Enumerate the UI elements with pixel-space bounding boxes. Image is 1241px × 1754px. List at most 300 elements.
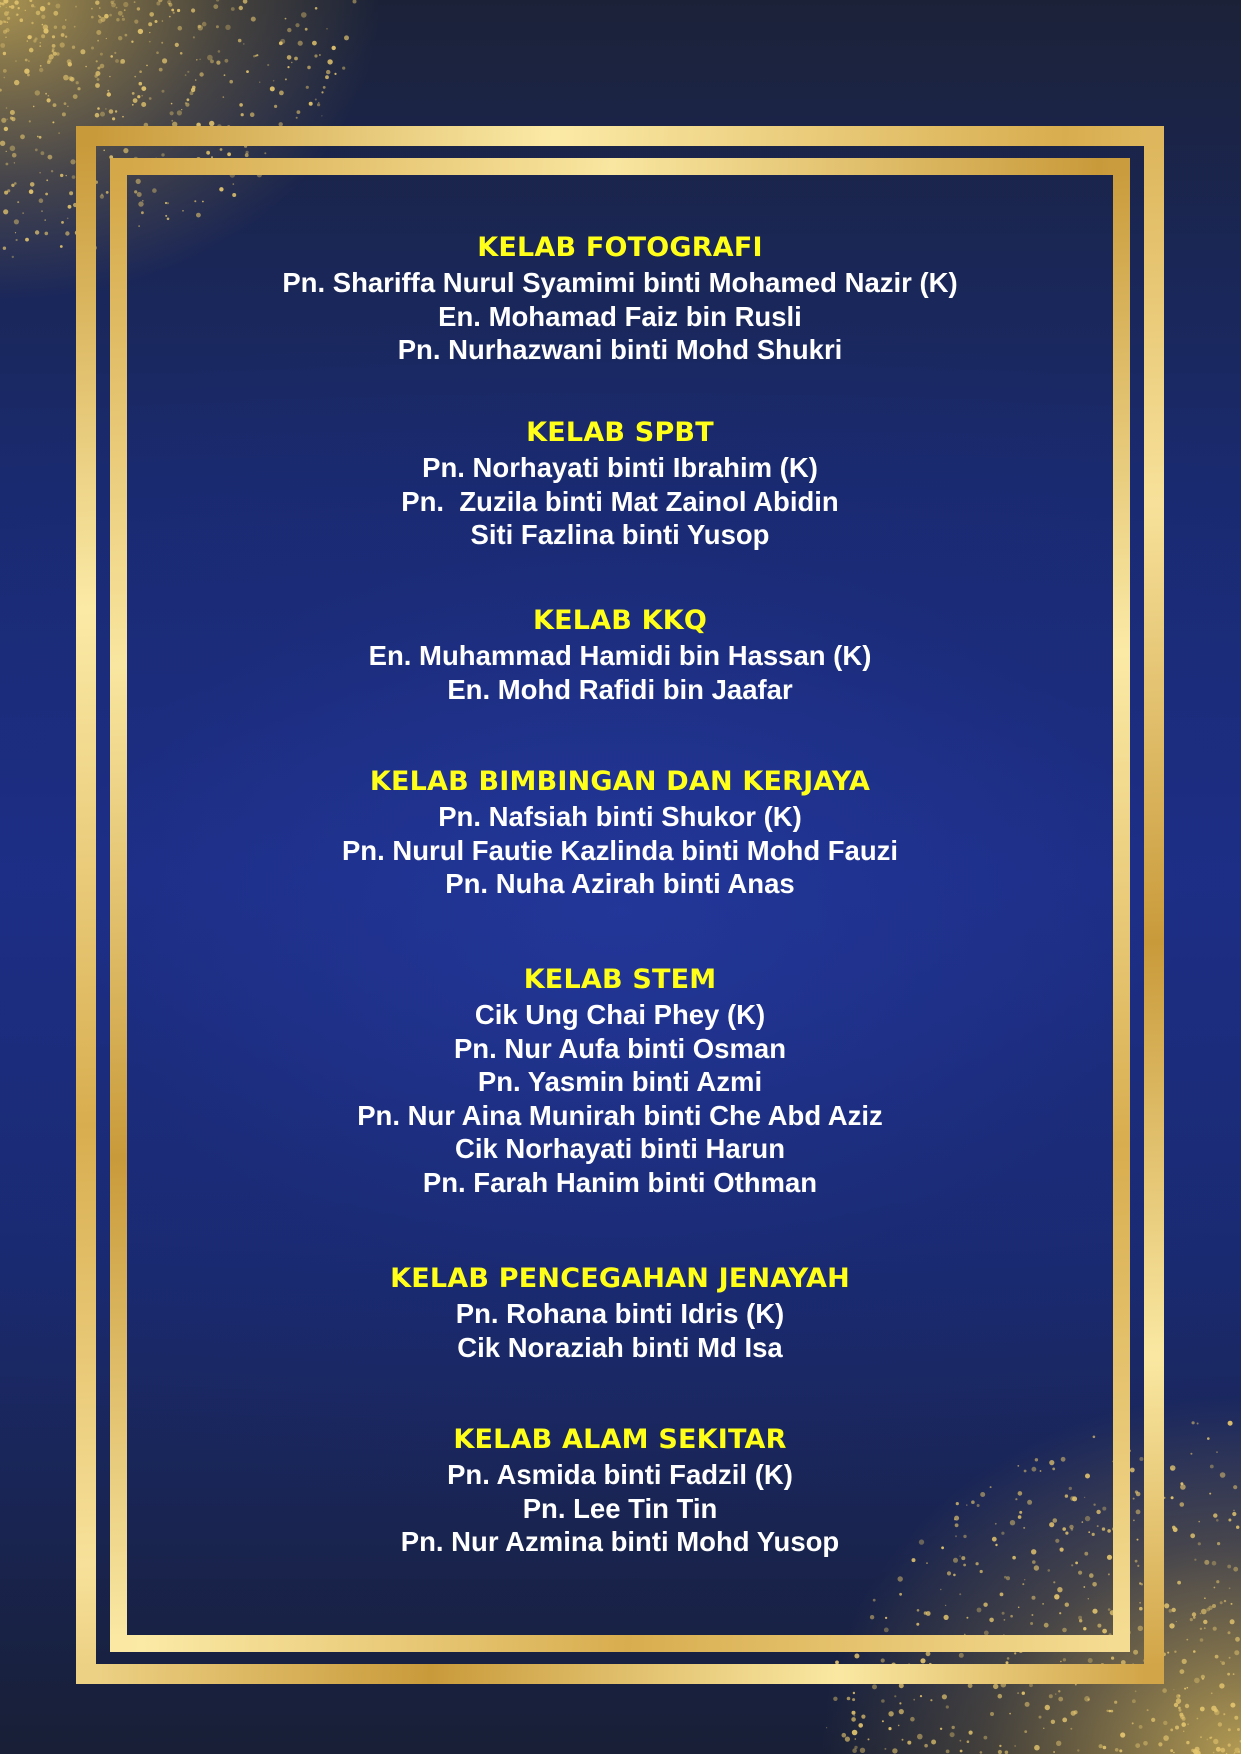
gold-speck <box>1186 1741 1189 1744</box>
gold-speck <box>1228 1728 1231 1731</box>
gold-speck <box>1215 1655 1219 1659</box>
gold-speck <box>1200 1638 1204 1642</box>
gold-speck <box>41 15 45 19</box>
gold-speck <box>97 40 99 42</box>
gold-speck <box>1198 1542 1201 1545</box>
gold-speck <box>29 120 31 122</box>
gold-speck <box>20 134 25 139</box>
gold-speck <box>1213 1513 1217 1517</box>
gold-speck <box>1233 1567 1238 1572</box>
gold-speck <box>1229 1587 1231 1589</box>
gold-speck <box>69 76 74 81</box>
gold-speck <box>107 92 111 96</box>
gold-speck <box>56 4 61 9</box>
gold-speck <box>159 68 163 72</box>
gold-speck <box>899 1702 901 1704</box>
gold-speck <box>1207 1437 1210 1440</box>
gold-speck <box>1214 1708 1218 1712</box>
gold-speck <box>898 1725 900 1727</box>
gold-speck <box>1224 1714 1225 1715</box>
gold-speck <box>116 7 118 9</box>
gold-speck <box>255 55 257 57</box>
gold-speck <box>1173 1752 1175 1754</box>
gold-speck <box>910 1717 915 1722</box>
gold-speck <box>106 38 107 39</box>
gold-speck <box>54 26 57 29</box>
gold-speck <box>855 1738 857 1740</box>
gold-speck <box>1058 1690 1060 1692</box>
gold-speck <box>116 18 119 21</box>
member-name: Pn. Nur Aina Munirah binti Che Abd Aziz <box>357 1099 883 1131</box>
gold-speck <box>858 1723 863 1728</box>
gold-speck <box>285 78 287 80</box>
gold-speck <box>101 17 106 22</box>
gold-speck <box>931 1740 936 1745</box>
gold-speck <box>1039 1716 1042 1719</box>
gold-speck <box>1200 1707 1205 1712</box>
gold-speck <box>30 182 35 187</box>
gold-speck <box>285 18 287 20</box>
gold-speck <box>1135 1743 1140 1748</box>
gold-speck <box>52 35 55 38</box>
gold-speck <box>1172 1608 1176 1612</box>
gold-speck <box>1194 1678 1200 1684</box>
gold-speck <box>53 11 58 16</box>
gold-speck <box>274 105 277 108</box>
gold-speck <box>1190 1618 1193 1621</box>
gold-speck <box>1207 1739 1209 1741</box>
club-section-stem <box>127 963 1113 1199</box>
gold-speck <box>1204 1560 1209 1565</box>
gold-speck <box>110 55 113 58</box>
gold-speck <box>892 1748 897 1753</box>
gold-speck <box>1228 1631 1231 1634</box>
gold-speck <box>17 14 19 16</box>
gold-speck <box>1147 1709 1149 1711</box>
gold-speck <box>118 11 123 16</box>
gold-speck <box>1235 1748 1240 1753</box>
gold-speck <box>162 20 164 22</box>
gold-speck <box>67 106 68 107</box>
gold-speck <box>218 50 221 53</box>
gold-speck <box>1180 1484 1186 1490</box>
member-name: Pn. Nurhazwani binti Mohd Shukri <box>397 334 843 365</box>
gold-speck <box>1231 1603 1233 1605</box>
gold-speck <box>993 1684 998 1689</box>
gold-speck <box>273 80 275 82</box>
gold-speck <box>225 59 229 63</box>
gold-speck <box>344 35 349 40</box>
gold-speck <box>77 87 80 90</box>
gold-speck <box>180 52 183 55</box>
gold-speck <box>111 1 114 4</box>
gold-speck <box>969 1731 973 1735</box>
gold-speck <box>872 1684 877 1689</box>
gold-speck <box>1221 1661 1225 1665</box>
gold-speck <box>114 52 116 54</box>
gold-speck <box>1201 1675 1205 1679</box>
gold-speck <box>1115 1748 1119 1752</box>
gold-speck <box>66 175 67 176</box>
gold-speck <box>47 98 51 102</box>
gold-speck <box>10 110 15 115</box>
gold-speck <box>7 119 8 120</box>
gold-speck <box>20 18 24 22</box>
gold-speck <box>1216 1519 1219 1522</box>
gold-speck <box>1177 1581 1181 1585</box>
gold-speck <box>1179 1709 1182 1712</box>
gold-speck <box>99 7 101 9</box>
gold-speck <box>1237 1728 1240 1731</box>
gold-speck <box>11 184 14 187</box>
gold-speck <box>1043 1728 1044 1729</box>
gold-speck <box>60 245 63 248</box>
gold-speck <box>100 64 105 69</box>
member-name: Pn. Nuha Azirah binti Anas <box>445 868 795 899</box>
gold-speck <box>65 231 69 235</box>
gold-speck <box>298 41 303 46</box>
gold-speck <box>1158 1742 1162 1746</box>
gold-speck <box>946 1705 949 1708</box>
gold-speck <box>942 1694 947 1699</box>
gold-speck <box>29 48 34 53</box>
gold-speck <box>85 66 87 68</box>
gold-speck <box>1135 1690 1137 1692</box>
gold-speck <box>1103 1746 1107 1750</box>
member-name: Cik Noraziah binti Md Isa <box>457 1331 783 1363</box>
gold-speck <box>1180 1502 1185 1507</box>
gold-speck <box>112 117 115 120</box>
gold-speck <box>12 256 14 258</box>
gold-speck <box>0 141 5 146</box>
gold-speck <box>122 18 125 21</box>
gold-speck <box>930 1699 932 1701</box>
gold-speck <box>225 25 230 30</box>
gold-speck <box>1234 1752 1235 1753</box>
gold-speck <box>246 70 249 73</box>
gold-speck <box>1182 1659 1187 1664</box>
gold-speck <box>124 9 126 11</box>
gold-speck <box>1228 1519 1231 1522</box>
gold-speck <box>860 1748 865 1753</box>
gold-speck <box>139 82 143 86</box>
gold-speck <box>1173 1689 1174 1690</box>
gold-speck <box>207 55 213 61</box>
gold-speck <box>243 43 245 45</box>
gold-speck <box>72 175 76 179</box>
gold-speck <box>326 28 328 30</box>
gold-speck <box>1210 1737 1212 1739</box>
gold-speck <box>48 2 51 5</box>
gold-speck <box>319 54 321 56</box>
member-name: Pn. Nur Aufa binti Osman <box>453 1032 787 1064</box>
gold-speck <box>60 174 63 177</box>
gold-speck <box>178 26 183 31</box>
gold-speck <box>67 218 69 220</box>
gold-speck <box>68 205 72 209</box>
gold-speck <box>1109 1710 1112 1713</box>
gold-speck <box>325 75 329 79</box>
gold-speck <box>1217 1542 1220 1545</box>
gold-speck <box>847 1697 851 1701</box>
gold-speck <box>317 103 320 106</box>
gold-speck <box>40 65 42 67</box>
gold-speck <box>14 162 15 163</box>
gold-speck <box>917 1734 923 1740</box>
gold-speck <box>95 83 100 88</box>
gold-speck <box>894 1695 896 1697</box>
club-section-pencegahan-jenayah <box>127 1262 1113 1364</box>
gold-speck <box>109 109 114 114</box>
gold-speck <box>913 1699 915 1701</box>
gold-speck <box>39 68 43 72</box>
club-title: KELAB STEM <box>523 964 717 995</box>
gold-speck <box>91 16 94 19</box>
gold-speck <box>238 39 242 43</box>
gold-speck <box>193 36 195 38</box>
gold-speck <box>107 90 109 92</box>
gold-speck <box>1174 1651 1176 1653</box>
gold-speck <box>1219 1683 1224 1688</box>
gold-speck <box>1211 1692 1213 1694</box>
gold-speck <box>1062 1718 1067 1723</box>
gold-speck <box>115 110 117 112</box>
club-section-bimbingan-dan-kerjaya <box>127 765 1113 901</box>
member-name: Pn. Rohana binti Idris (K) <box>455 1298 785 1329</box>
gold-speck <box>7 17 10 20</box>
gold-speck <box>1213 1739 1218 1744</box>
member-name: Cik Norhayati binti Harun <box>454 1133 786 1164</box>
gold-speck <box>41 210 43 212</box>
gold-speck <box>279 91 284 96</box>
club-section-spbt <box>127 416 1113 552</box>
member-name: En. Muhammad Hamidi bin Hassan (K) <box>368 640 872 671</box>
gold-speck <box>149 32 150 33</box>
gold-speck <box>1163 1721 1167 1725</box>
gold-speck <box>16 239 18 241</box>
gold-speck <box>1162 1688 1167 1693</box>
gold-speck <box>33 39 36 42</box>
gold-speck <box>48 95 50 97</box>
gold-speck <box>1197 1423 1199 1425</box>
gold-speck <box>1198 1521 1200 1523</box>
gold-speck <box>826 1727 827 1728</box>
gold-speck <box>1220 1661 1222 1663</box>
gold-speck <box>326 70 330 74</box>
gold-speck <box>42 24 44 26</box>
gold-speck <box>306 86 309 89</box>
gold-speck <box>231 7 235 11</box>
club-title: KELAB KKQ <box>532 605 708 636</box>
gold-speck <box>141 86 146 91</box>
gold-speck <box>1220 1748 1225 1753</box>
gold-speck <box>902 1739 904 1741</box>
gold-speck <box>1163 1735 1169 1741</box>
gold-speck <box>250 112 255 117</box>
gold-speck <box>70 159 75 164</box>
gold-speck <box>1232 1512 1236 1516</box>
member-name: Cik Ung Chai Phey (K) <box>474 999 766 1030</box>
gold-speck <box>1218 1722 1222 1726</box>
gold-speck <box>40 42 42 44</box>
member-name: Pn. Farah Hanim binti Othman <box>422 1166 818 1198</box>
gold-speck <box>1185 1704 1189 1708</box>
gold-speck <box>14 182 17 185</box>
gold-speck <box>122 15 124 17</box>
gold-speck <box>868 1738 870 1740</box>
gold-speck <box>22 212 24 214</box>
gold-speck <box>185 74 187 76</box>
gold-speck <box>1233 1673 1235 1675</box>
gold-speck <box>27 35 31 39</box>
gold-speck <box>133 98 138 103</box>
member-name: Pn. Yasmin binti Azmi <box>477 1066 763 1097</box>
gold-speck <box>229 80 233 84</box>
gold-speck <box>75 6 77 8</box>
gold-speck <box>6 7 7 8</box>
gold-speck <box>1212 1561 1217 1566</box>
gold-speck <box>1056 1741 1061 1746</box>
gold-speck <box>1169 1623 1174 1628</box>
gold-speck <box>149 41 151 43</box>
gold-speck <box>305 28 308 31</box>
gold-speck <box>199 72 203 76</box>
gold-speck <box>1132 1722 1134 1724</box>
gold-speck <box>100 112 105 117</box>
gold-speck <box>287 28 291 32</box>
gold-speck <box>1187 1687 1189 1689</box>
member-name: Pn. Lee Tin Tin <box>522 1492 718 1524</box>
gold-speck <box>61 33 65 37</box>
gold-speck <box>259 82 260 83</box>
gold-speck <box>1227 1565 1231 1569</box>
gold-speck <box>198 25 201 28</box>
gold-speck <box>968 1683 973 1688</box>
gold-speck <box>1186 1639 1188 1641</box>
gold-speck <box>1191 1749 1194 1752</box>
gold-speck <box>105 108 107 110</box>
gold-speck <box>17 201 19 203</box>
gold-speck <box>1214 1587 1216 1589</box>
gold-speck <box>1119 1749 1122 1752</box>
club-list <box>127 175 1113 1635</box>
gold-speck <box>1180 1715 1185 1720</box>
club-title: KELAB FOTOGRAFI <box>477 232 763 263</box>
gold-speck <box>109 76 110 77</box>
gold-speck <box>321 91 323 93</box>
gold-speck <box>1192 1612 1196 1616</box>
gold-speck <box>195 79 197 81</box>
gold-speck <box>851 1717 856 1722</box>
gold-speck <box>4 11 9 16</box>
gold-speck <box>1051 1720 1055 1724</box>
gold-speck <box>1233 1485 1237 1489</box>
gold-speck <box>1106 1710 1108 1712</box>
gold-speck <box>173 12 175 14</box>
gold-speck <box>287 55 292 60</box>
gold-speck <box>14 219 19 224</box>
gold-speck <box>1114 1701 1117 1704</box>
gold-speck <box>15 232 16 233</box>
gold-speck <box>960 1740 962 1742</box>
gold-speck <box>960 1750 963 1753</box>
gold-speck <box>185 102 187 104</box>
club-section-alam-sekitar <box>127 1423 1113 1559</box>
gold-speck <box>46 179 48 181</box>
gold-speck <box>1045 1705 1050 1710</box>
gold-speck <box>134 20 138 24</box>
gold-speck <box>109 14 112 17</box>
gold-speck <box>97 78 100 81</box>
gold-speck <box>888 1711 893 1716</box>
gold-speck <box>52 121 54 123</box>
gold-speck <box>1074 1710 1078 1714</box>
gold-speck <box>4 127 8 131</box>
gold-speck <box>45 193 48 196</box>
gold-speck <box>177 110 182 115</box>
gold-speck <box>97 107 100 110</box>
gold-speck <box>1070 1728 1072 1730</box>
gold-speck <box>301 12 307 18</box>
gold-speck <box>1170 1465 1176 1471</box>
gold-speck <box>279 41 283 45</box>
gold-speck <box>156 51 159 54</box>
gold-speck <box>58 132 60 134</box>
gold-speck <box>1164 1603 1169 1608</box>
gold-speck <box>270 86 275 91</box>
gold-speck <box>95 1 99 5</box>
gold-speck <box>990 1712 994 1716</box>
gold-speck <box>3 69 7 73</box>
gold-speck <box>318 102 319 103</box>
gold-speck <box>181 109 182 110</box>
member-name: Pn. Norhayati binti Ibrahim (K) <box>422 452 818 483</box>
club-title: KELAB SPBT <box>526 417 714 448</box>
gold-speck <box>1200 1628 1202 1630</box>
club-section-fotografi <box>127 231 1113 367</box>
gold-speck <box>1132 1699 1136 1703</box>
gold-speck <box>216 61 220 65</box>
club-title: KELAB BIMBINGAN DAN KERJAYA <box>369 766 871 797</box>
gold-speck <box>74 26 76 28</box>
gold-speck <box>62 25 66 29</box>
gold-speck <box>62 112 66 116</box>
gold-speck <box>950 1732 955 1737</box>
gold-speck <box>1213 1752 1215 1754</box>
gold-speck <box>122 116 124 118</box>
gold-speck <box>881 1699 885 1703</box>
gold-speck <box>213 4 218 9</box>
gold-speck <box>920 1695 922 1697</box>
gold-speck <box>946 1750 950 1754</box>
gold-speck <box>11 117 15 121</box>
gold-speck <box>18 7 20 9</box>
gold-speck <box>171 103 173 105</box>
gold-speck <box>853 1715 855 1717</box>
gold-speck <box>1228 1421 1233 1426</box>
gold-speck <box>334 73 336 75</box>
gold-speck <box>1167 1652 1169 1654</box>
gold-speck <box>170 111 174 115</box>
gold-speck <box>41 34 45 38</box>
gold-speck <box>1170 1749 1173 1752</box>
gold-speck <box>1053 1751 1055 1753</box>
gold-speck <box>162 58 167 63</box>
gold-speck <box>1203 1620 1207 1624</box>
gold-speck <box>312 41 317 46</box>
gold-speck <box>1233 1510 1235 1512</box>
gold-speck <box>1009 1713 1011 1715</box>
